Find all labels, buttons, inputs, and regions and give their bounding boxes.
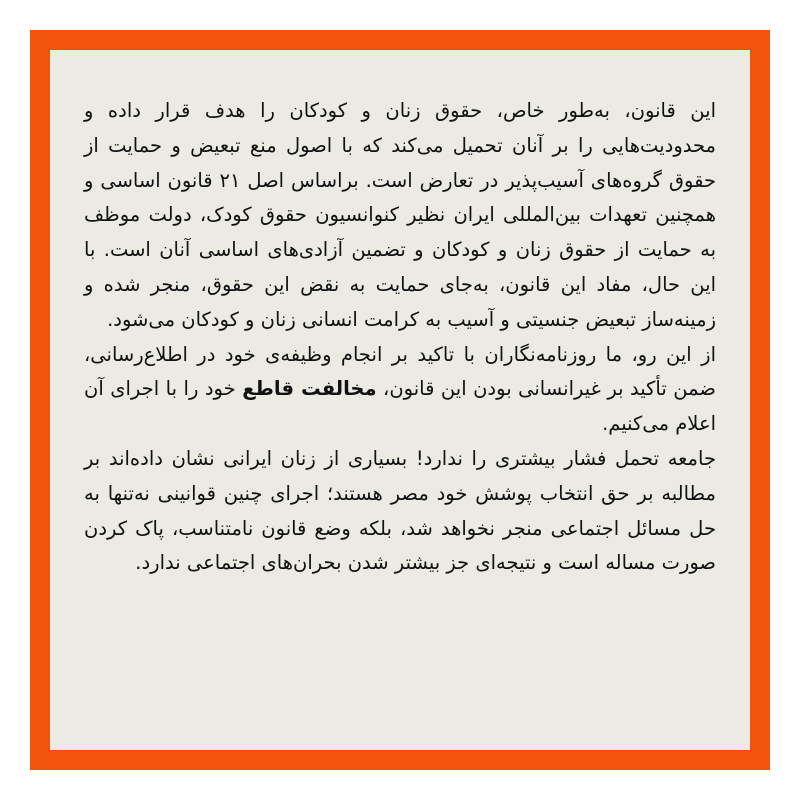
paragraph-2-start: از این رو، ما روزنامه‌نگاران با تاکید بر انجام وظیفه‌ی خود در اطلاع‌رسانی، ضمن تأکید بر غیرانسانی بودن این قانون، bbox=[84, 342, 716, 401]
paragraph-law-critique: این قانون، به‌طور خاص، حقوق زنان و کودکان را هدف قرار داده و محدودیت‌هایی را بر آنان تحمیل می‌کند که با اصول منع تبعیض و حمایت از حقوق گروه‌های آسیب‌پذیر در تعارض است. براساس اصل ۲۱ قانون اساسی و همچنین تعهدات بین‌المللی ایران نظیر کنوانسیون حقوق کودک، دولت موظف به حمایت از حقوق زنان و کودکان و تضمین آزادی‌های اساسی آنان است. با این حال، مفاد این قانون، به‌جای حمایت به نقض این حقوق، منجر شده و زمینه‌ساز تبعیض جنسیتی و آسیب به کرامت انسانی زنان و کودکان می‌شود. bbox=[84, 99, 716, 331]
paragraph-society-pressure: جامعه تحمل فشار بیشتری را ندارد! بسیاری از زنان ایرانی نشان داده‌اند بر مطالبه بر حق انتخاب پوشش خود مصر هستند؛ اجرای چنین قوانینی نه‌تنها به حل مسائل اجتماعی منجر نخواهد شد، بلکه وضع قانون نامتناسب، پاک کردن صورت مساله است و نتیجه‌ای جز بیشتر شدن بحران‌های اجتماعی ندارد. bbox=[84, 446, 716, 575]
paragraph-journalists-opposition bbox=[84, 338, 716, 442]
strong-opposition-emphasis: مخالفت قاطع bbox=[242, 377, 377, 401]
statement-card bbox=[30, 30, 770, 770]
statement-text bbox=[84, 94, 716, 581]
paragraph-2-end: خود را با اجرای آن اعلام می‌کنیم. bbox=[84, 377, 716, 436]
